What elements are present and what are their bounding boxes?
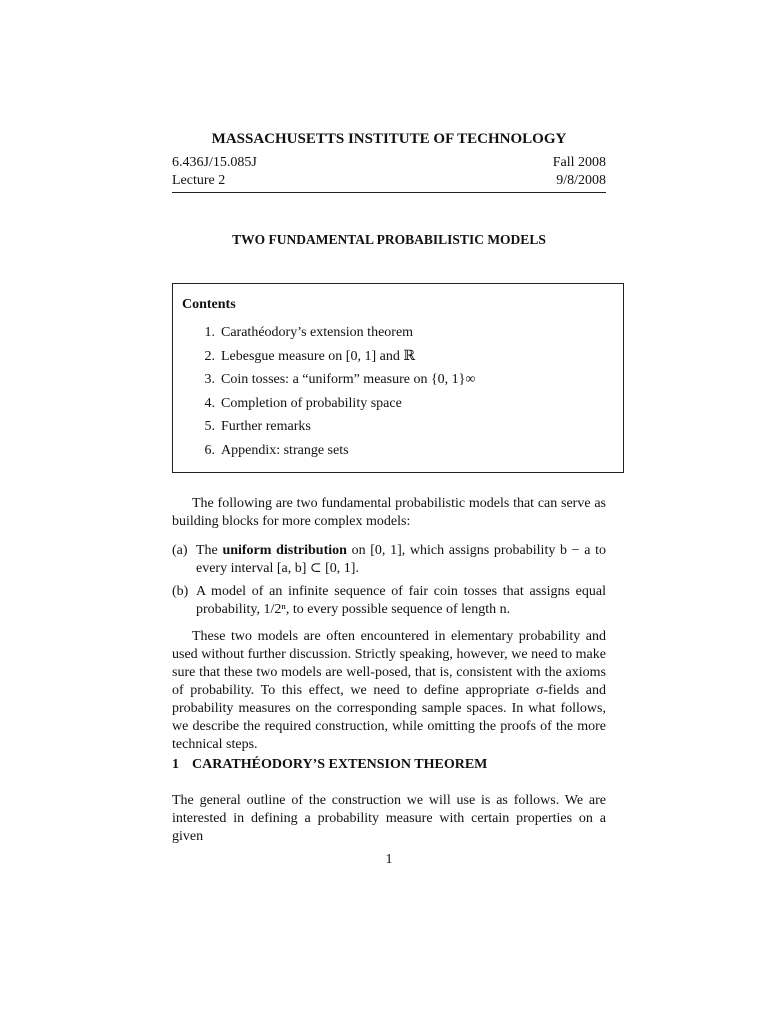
contents-item[interactable]: 5. Further remarks bbox=[204, 419, 311, 434]
uniform-distribution-term: uniform distribution bbox=[222, 543, 347, 558]
discussion-paragraph: These two models are often encountered in elementary probability and used without further discussion. Strictly speaking, however, we need to make sure that these two models are well-posed, that is, consistent with the axioms of probability. To this effect, we need to define appropriate σ-fields and probability measures on the corresponding sample spaces. In what follows, we describe the required construction, while omitting the proofs of the more technical steps. bbox=[172, 629, 606, 752]
section-title: CARATHÉODORY’S EXTENSION THEOREM bbox=[192, 757, 488, 772]
contents-item[interactable]: 1. Carathéodory’s extension theorem bbox=[204, 325, 414, 340]
course-number: 6.436J/15.085J bbox=[172, 155, 257, 170]
contents-item[interactable]: 6. Appendix: strange sets bbox=[204, 442, 349, 458]
page-number: 1 bbox=[385, 852, 393, 867]
contents-item[interactable]: 2. Lebesgue measure on [0, 1] and ℝ bbox=[204, 348, 415, 364]
lecture-number: Lecture 2 bbox=[172, 173, 226, 188]
term: Fall 2008 bbox=[552, 155, 606, 170]
contents-heading: Contents bbox=[182, 297, 236, 312]
model-item-b: (b) A model of an infinite sequence of fair coin tosses that assigns equal probability, 1/2ⁿ, to every possible sequence of length n. bbox=[172, 584, 606, 617]
contents-item[interactable]: 4. Completion of probability space bbox=[204, 395, 402, 411]
intro-paragraph: The following are two fundamental probabilistic models that can serve as building blocks for more complex models: bbox=[172, 496, 606, 529]
institute-name: MASSACHUSETTS INSTITUTE OF TECHNOLOGY bbox=[211, 131, 567, 147]
item-label: (b) bbox=[172, 584, 189, 599]
header-divider bbox=[172, 192, 606, 193]
lecture-date: 9/8/2008 bbox=[556, 173, 606, 188]
model-item-a: (a) The uniform distribution on [0, 1], which assigns probability b − a to every interval [a, b] ⊂ [0, 1]. bbox=[172, 543, 606, 576]
contents-list bbox=[193, 324, 475, 465]
contents-box bbox=[172, 283, 624, 473]
contents-item[interactable]: 3. Coin tosses: a “uniform” measure on {0, 1}∞ bbox=[204, 372, 476, 387]
item-label: (a) bbox=[172, 543, 188, 558]
section-paragraph: The general outline of the construction we will use is as follows. We are interested in defining a probability measure with certain properties on a given bbox=[172, 793, 606, 844]
section-number: 1 bbox=[172, 757, 179, 772]
section-heading bbox=[172, 757, 487, 773]
lecture-title: TWO FUNDAMENTAL PROBABILISTIC MODELS bbox=[232, 232, 546, 247]
